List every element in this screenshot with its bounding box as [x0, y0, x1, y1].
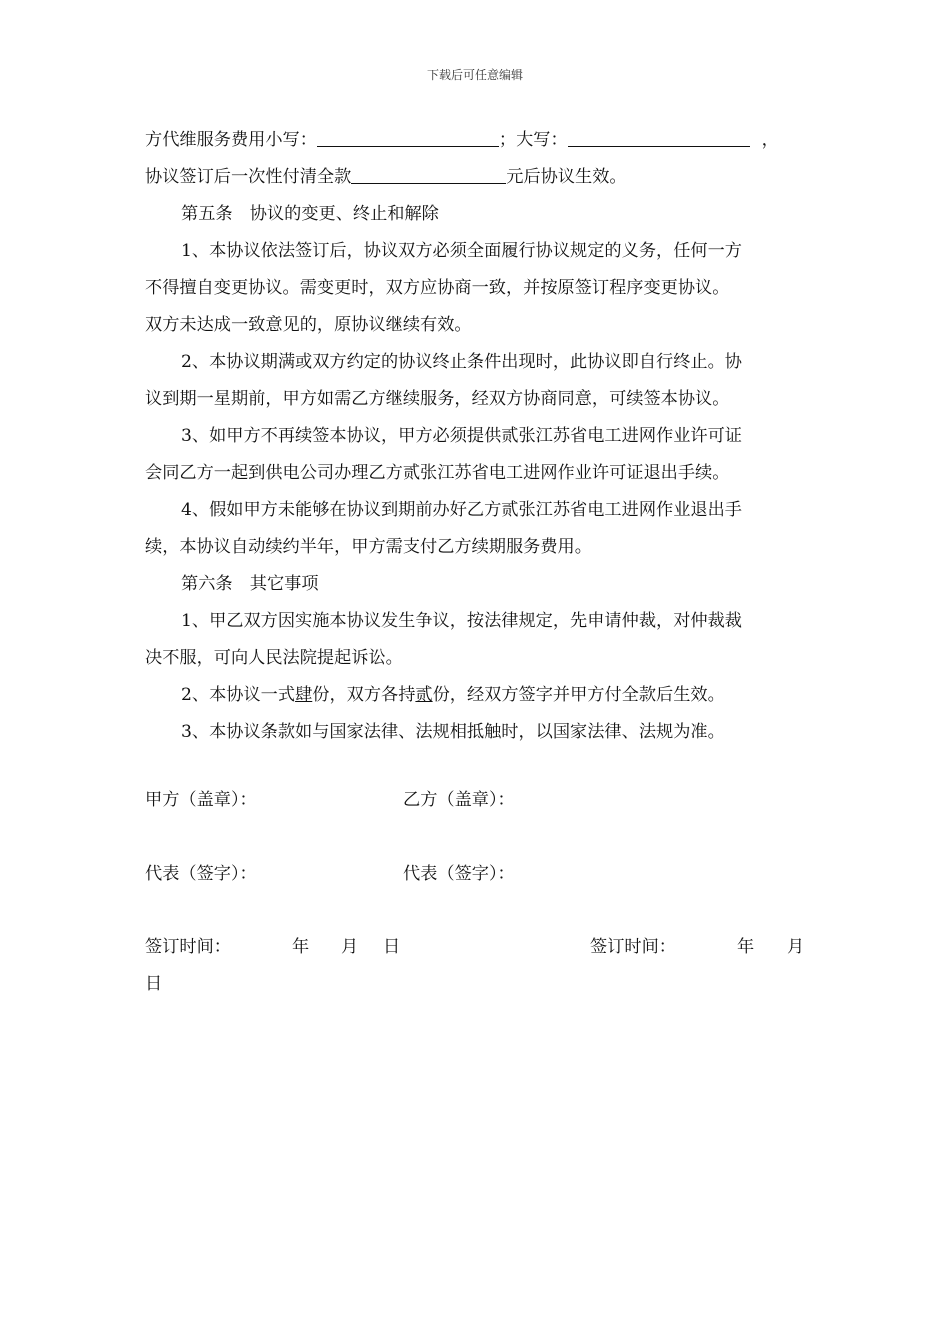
party-a-day: 日: [383, 937, 401, 957]
fee-label-uppercase: ；大写：: [498, 130, 568, 150]
article-6-para-3: 3、本协议条款如与国家法律、法规相抵触时，以国家法律、法规为准。: [181, 722, 725, 742]
copies-text-c: 份，经双方签字并甲方付全款后生效。: [432, 685, 725, 705]
article-5-para-2-cont: 议到期一星期前，甲方如需乙方继续服务，经双方协商同意，可续签本协议。: [145, 389, 730, 409]
party-a-rep-label: 代表（签字）：: [145, 864, 257, 884]
article-5-para-3-cont: 会同乙方一起到供电公司办理乙方贰张江苏省电工进网作业许可证退出手续。: [145, 463, 730, 483]
party-b-day: 日: [145, 974, 163, 994]
article-5-title: 第五条 协议的变更、终止和解除: [181, 204, 439, 224]
article-5-para-4-cont: 续，本协议自动续约半年，甲方需支付乙方续期服务费用。: [145, 537, 592, 557]
fee-line-2: [145, 159, 809, 196]
article-6-para-1: 1、甲乙双方因实施本协议发生争议，按法律规定，先申请仲裁，对仲裁裁: [181, 611, 742, 631]
article-6-title: 第六条 其它事项: [181, 574, 319, 594]
copies-text-b: 份，双方各持: [312, 685, 416, 705]
agreement-body: [145, 122, 809, 751]
article-5-para-3: 3、如甲方不再续签本协议，甲方必须提供贰张江苏省电工进网作业许可证: [181, 426, 742, 446]
party-a-month: 月: [341, 937, 359, 957]
fee-uppercase-blank: [568, 126, 750, 147]
party-b-year: 年: [737, 937, 755, 957]
fee-lowercase-blank: [317, 126, 499, 147]
copies-each: 贰: [415, 685, 433, 705]
article-5-para-1: 1、本协议依法签订后，协议双方必须全面履行协议规定的义务，任何一方: [181, 241, 742, 261]
party-a-date-label: 签订时间：: [145, 937, 231, 957]
party-b-rep-label: 代表（签字）：: [403, 864, 515, 884]
party-a-year: 年: [292, 937, 310, 957]
fee-comma: ，: [761, 130, 779, 150]
party-a-seal-label: 甲方（盖章）：: [145, 790, 257, 810]
party-b-seal-label: 乙方（盖章）：: [403, 790, 515, 810]
article-6-para-1-cont: 决不服，可向人民法院提起诉讼。: [145, 648, 403, 668]
fee-line-1: [145, 122, 809, 159]
party-b-month: 月: [787, 937, 805, 957]
copies-text-a: 2、本协议一式: [181, 685, 296, 705]
party-b-date-label: 签订时间：: [590, 937, 676, 957]
payment-label: 协议签订后一次性付清全款: [145, 167, 352, 187]
article-5-para-4: 4、假如甲方未能够在协议到期前办好乙方贰张江苏省电工进网作业退出手: [181, 500, 742, 520]
fee-label-lowercase: 方代维服务费用小写：: [145, 130, 317, 150]
article-5-para-1-cont: 不得擅自变更协议。需变更时，双方应协商一致，并按原签订程序变更协议。: [145, 278, 730, 298]
article-5-para-1-end: 双方未达成一致意见的，原协议继续有效。: [145, 315, 472, 335]
article-5-para-2: 2、本协议期满或双方约定的协议终止条件出现时，此协议即自行终止。协: [181, 352, 742, 372]
payment-suffix: 元后协议生效。: [506, 167, 627, 187]
article-6-para-2: [145, 677, 809, 714]
page-header: 下载后可任意编辑: [426, 68, 523, 82]
payment-amount-blank: [351, 163, 506, 184]
copies-total: 肆: [295, 685, 313, 705]
